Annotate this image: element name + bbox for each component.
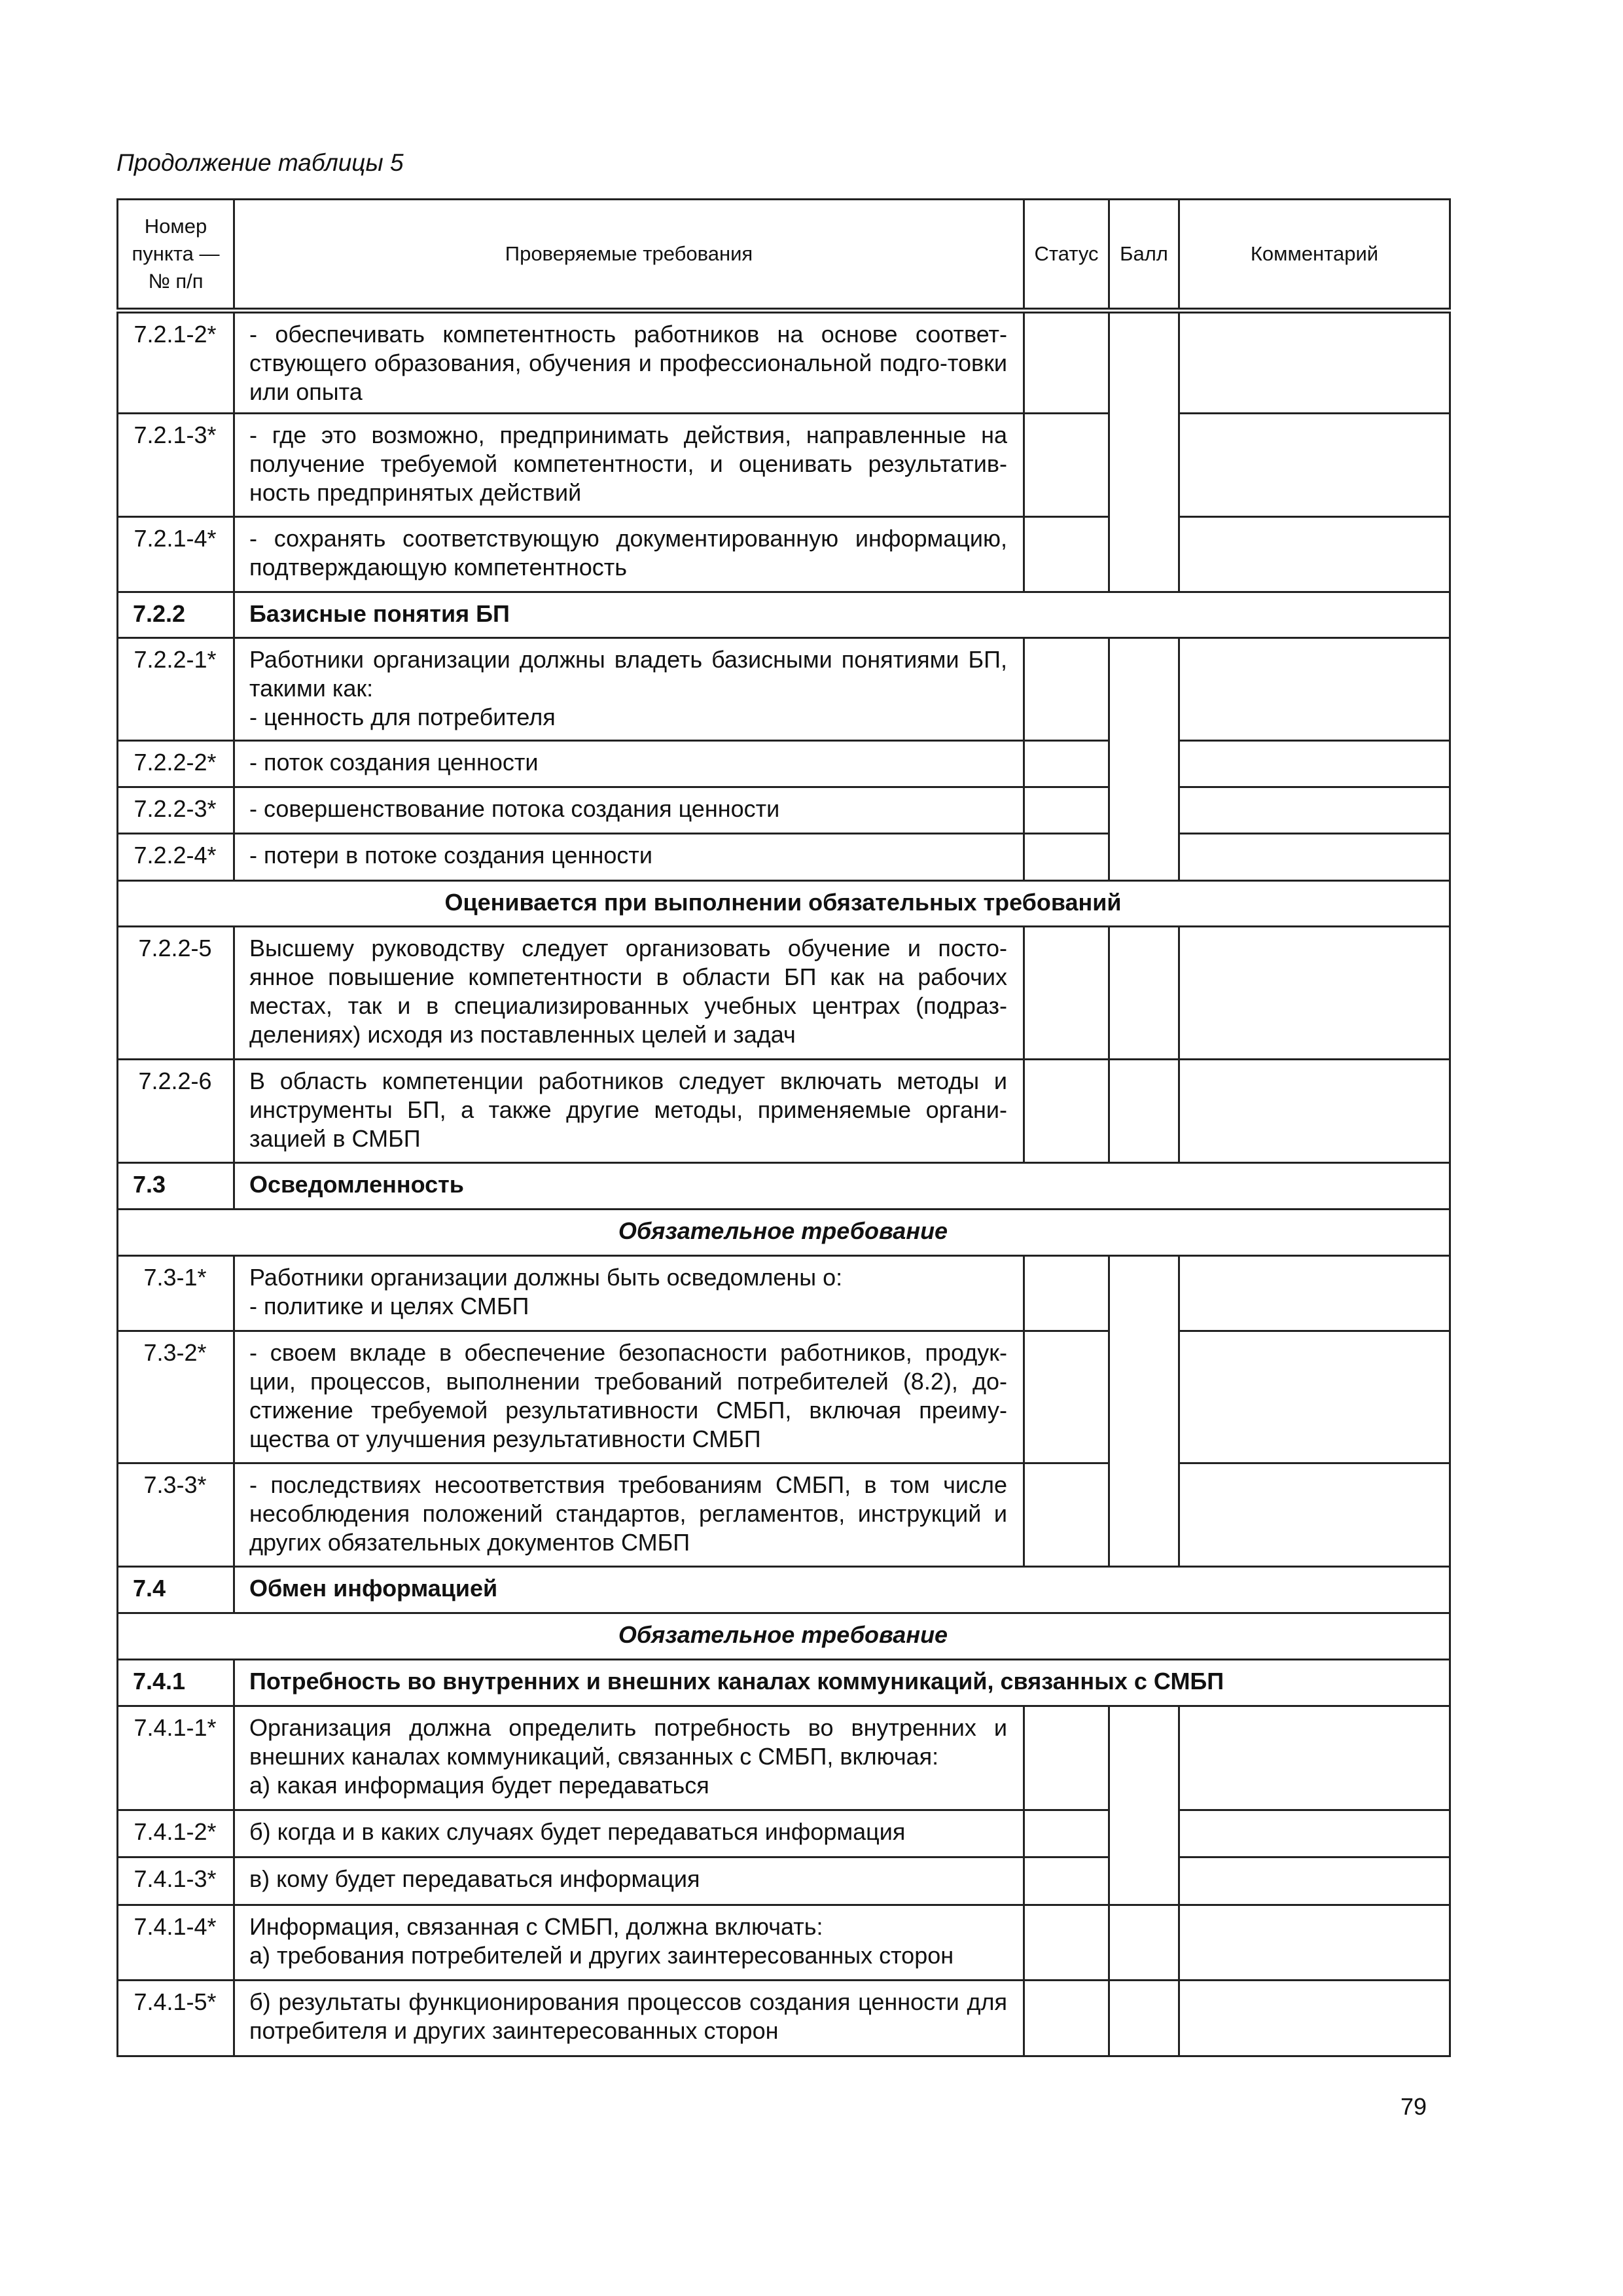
- row-requirement: Работники организации должны владеть базисными понятиями БП, такими как: - ценность для потребителя: [234, 638, 1024, 741]
- row-requirement: - совершенствование потока создания ценности: [234, 787, 1024, 834]
- note-row: [118, 881, 1450, 927]
- row-number: 7.4.1-1*: [118, 1706, 234, 1810]
- section-title: Потребность во внутренних и внешних каналах коммуникаций, связанных с СМБП: [234, 1660, 1450, 1706]
- row-requirement: - потери в потоке создания ценности: [234, 834, 1024, 881]
- table-row: [118, 834, 1450, 881]
- comment-cell[interactable]: [1179, 1981, 1450, 2056]
- row-number: 7.2.2-5: [118, 927, 234, 1060]
- status-cell[interactable]: [1024, 517, 1109, 592]
- header-score: Балл: [1109, 200, 1179, 311]
- table-row: [118, 1706, 1450, 1810]
- status-cell[interactable]: [1024, 1905, 1109, 1981]
- row-requirement: в) кому будет передаваться информация: [234, 1857, 1024, 1905]
- row-number: 7.2.1-2*: [118, 311, 234, 414]
- row-requirement: - сохранять соответствующую документированную информацию, подтверждающую компетентность: [234, 517, 1024, 592]
- status-cell[interactable]: [1024, 1256, 1109, 1331]
- table-header-row: [118, 200, 1450, 311]
- table-row: [118, 1810, 1450, 1857]
- comment-cell[interactable]: [1179, 517, 1450, 592]
- note-text: Обязательное требование: [118, 1210, 1450, 1256]
- row-requirement: Информация, связанная с СМБП, должна включать: а) требования потребителей и других заинтересованных сторон: [234, 1905, 1024, 1981]
- section-row: [118, 1163, 1450, 1210]
- table-row: [118, 638, 1450, 741]
- section-title: Осведомленность: [234, 1163, 1450, 1210]
- row-number: 7.2.1-4*: [118, 517, 234, 592]
- row-number: 7.2.2-4*: [118, 834, 234, 881]
- row-number: 7.4.1-2*: [118, 1810, 234, 1857]
- comment-cell[interactable]: [1179, 1331, 1450, 1463]
- note-row: [118, 1210, 1450, 1256]
- requirements-table: [116, 198, 1451, 2057]
- score-cell[interactable]: [1109, 1905, 1179, 1981]
- table-row: [118, 1905, 1450, 1981]
- status-cell[interactable]: [1024, 1463, 1109, 1567]
- status-cell[interactable]: [1024, 1706, 1109, 1810]
- score-cell[interactable]: [1109, 1706, 1179, 1905]
- section-number: 7.4: [118, 1567, 234, 1613]
- row-number: 7.4.1-5*: [118, 1981, 234, 2056]
- comment-cell[interactable]: [1179, 1810, 1450, 1857]
- status-cell[interactable]: [1024, 1331, 1109, 1463]
- header-requirements: Проверяемые требования: [234, 200, 1024, 311]
- comment-cell[interactable]: [1179, 414, 1450, 517]
- header-comment: Комментарий: [1179, 200, 1450, 311]
- row-requirement: б) когда и в каких случаях будет передаваться информация: [234, 1810, 1024, 1857]
- comment-cell[interactable]: [1179, 1463, 1450, 1567]
- table-row: [118, 1331, 1450, 1463]
- table-row: [118, 1857, 1450, 1905]
- row-number: 7.2.2-6: [118, 1060, 234, 1163]
- score-cell[interactable]: [1109, 311, 1179, 592]
- status-cell[interactable]: [1024, 638, 1109, 741]
- score-cell[interactable]: [1109, 1981, 1179, 2056]
- score-cell[interactable]: [1109, 1256, 1179, 1567]
- row-requirement: Работники организации должны быть осведомлены о: - политике и целях СМБП: [234, 1256, 1024, 1331]
- row-number: 7.3-3*: [118, 1463, 234, 1567]
- comment-cell[interactable]: [1179, 1857, 1450, 1905]
- score-cell[interactable]: [1109, 927, 1179, 1060]
- section-number: 7.2.2: [118, 592, 234, 638]
- page-number: 79: [1400, 2093, 1427, 2120]
- row-requirement: б) результаты функционирования процессов создания ценности для потребителя и других заинтересованных сторон: [234, 1981, 1024, 2056]
- status-cell[interactable]: [1024, 1981, 1109, 2056]
- row-number: 7.4.1-3*: [118, 1857, 234, 1905]
- row-number: 7.2.2-2*: [118, 741, 234, 787]
- status-cell[interactable]: [1024, 834, 1109, 881]
- row-number: 7.4.1-4*: [118, 1905, 234, 1981]
- status-cell[interactable]: [1024, 1060, 1109, 1163]
- status-cell[interactable]: [1024, 311, 1109, 414]
- comment-cell[interactable]: [1179, 787, 1450, 834]
- table-caption: Продолжение таблицы 5: [116, 149, 404, 176]
- section-row: [118, 1567, 1450, 1613]
- section-title: Обмен информацией: [234, 1567, 1450, 1613]
- score-cell[interactable]: [1109, 1060, 1179, 1163]
- row-requirement: Высшему руководству следует организовать обучение и посто-янное повышение компетентности в области БП как на рабочих местах, так и в специализированных учебных центрах (подраз-делениях) исходя из поставленных целей и задач: [234, 927, 1024, 1060]
- row-number: 7.3-2*: [118, 1331, 234, 1463]
- section-row: [118, 1660, 1450, 1706]
- row-requirement: - поток создания ценности: [234, 741, 1024, 787]
- score-cell[interactable]: [1109, 638, 1179, 881]
- comment-cell[interactable]: [1179, 834, 1450, 881]
- note-row: [118, 1613, 1450, 1660]
- note-text: Обязательное требование: [118, 1613, 1450, 1660]
- table-row: [118, 414, 1450, 517]
- comment-cell[interactable]: [1179, 638, 1450, 741]
- comment-cell[interactable]: [1179, 1706, 1450, 1810]
- table-row: [118, 1463, 1450, 1567]
- table-row: [118, 741, 1450, 787]
- row-requirement: - обеспечивать компетентность работников на основе соответ-ствующего образования, обучения и профессиональной подго-товки или опыта: [234, 311, 1024, 414]
- comment-cell[interactable]: [1179, 311, 1450, 414]
- row-requirement: - где это возможно, предпринимать действия, направленные на получение требуемой компетентности, и оценивать результатив-ность предпринятых действий: [234, 414, 1024, 517]
- row-requirement: Организация должна определить потребность во внутренних и внешних каналах коммуникаций, связанных с СМБП, включая: а) какая информация будет передаваться: [234, 1706, 1024, 1810]
- table-row: [118, 927, 1450, 1060]
- status-cell[interactable]: [1024, 787, 1109, 834]
- comment-cell[interactable]: [1179, 1905, 1450, 1981]
- table-row: [118, 1981, 1450, 2056]
- status-cell[interactable]: [1024, 1810, 1109, 1857]
- status-cell[interactable]: [1024, 1857, 1109, 1905]
- status-cell[interactable]: [1024, 414, 1109, 517]
- row-number: 7.2.2-1*: [118, 638, 234, 741]
- status-cell[interactable]: [1024, 927, 1109, 1060]
- row-requirement: - своем вкладе в обеспечение безопасности работников, продук-ции, процессов, выполнении требований потребителей (8.2), до-стижение требуемой результативности СМБП, включая преиму-щества от улучшения результативности СМБП: [234, 1331, 1024, 1463]
- row-number: 7.3-1*: [118, 1256, 234, 1331]
- row-requirement: В область компетенции работников следует включать методы и инструменты БП, а также другие методы, применяемые органи-зацией в СМБП: [234, 1060, 1024, 1163]
- status-cell[interactable]: [1024, 741, 1109, 787]
- comment-cell[interactable]: [1179, 927, 1450, 1060]
- row-requirement: - последствиях несоответствия требованиям СМБП, в том числе несоблюдения положений стандартов, регламентов, инструкций и других обязательных документов СМБП: [234, 1463, 1024, 1567]
- section-number: 7.4.1: [118, 1660, 234, 1706]
- row-number: 7.2.1-3*: [118, 414, 234, 517]
- table-row: [118, 311, 1450, 414]
- table-row: [118, 1256, 1450, 1331]
- section-row: [118, 592, 1450, 638]
- header-num: Номер пункта — № п/п: [118, 200, 234, 311]
- comment-cell[interactable]: [1179, 741, 1450, 787]
- note-text: Оценивается при выполнении обязательных требований: [118, 881, 1450, 927]
- section-title: Базисные понятия БП: [234, 592, 1450, 638]
- table-row: [118, 1060, 1450, 1163]
- header-status: Статус: [1024, 200, 1109, 311]
- comment-cell[interactable]: [1179, 1060, 1450, 1163]
- section-number: 7.3: [118, 1163, 234, 1210]
- comment-cell[interactable]: [1179, 1256, 1450, 1331]
- table-row: [118, 517, 1450, 592]
- table-row: [118, 787, 1450, 834]
- row-number: 7.2.2-3*: [118, 787, 234, 834]
